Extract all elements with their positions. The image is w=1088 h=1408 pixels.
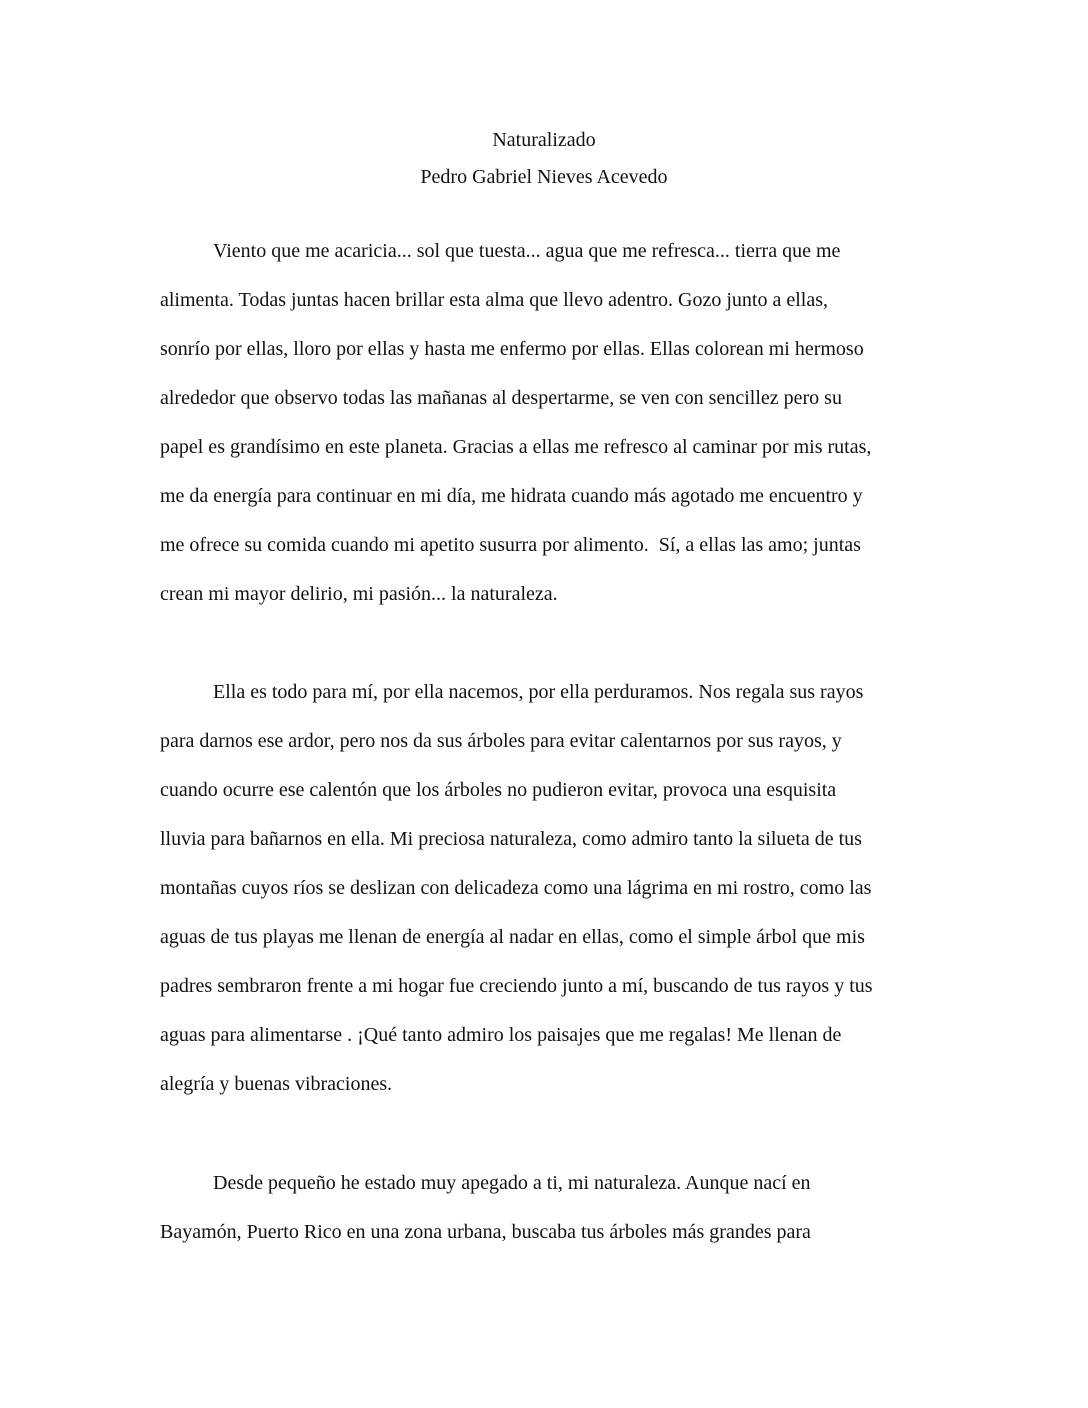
text-line: me da energía para continuar en mi día, me hidrata cuando más agotado me encuentro y	[160, 485, 863, 507]
text-line: sonrío por ellas, lloro por ellas y hasta me enfermo por ellas. Ellas colorean mi hermoso	[160, 338, 864, 360]
text-line: Desde pequeño he estado muy apegado a ti, mi naturaleza. Aunque nací en	[213, 1172, 811, 1194]
text-line: montañas cuyos ríos se deslizan con delicadeza como una lágrima en mi rostro, como las	[160, 877, 872, 899]
text-line: aguas para alimentarse . ¡Qué tanto admiro los paisajes que me regalas! Me llenan de	[160, 1024, 842, 1046]
text-line: Viento que me acaricia... sol que tuesta... agua que me refresca... tierra que me	[213, 240, 841, 262]
text-line: aguas de tus playas me llenan de energía al nadar en ellas, como el simple árbol que mis	[160, 926, 865, 948]
document-title: Naturalizado	[492, 129, 596, 151]
text-line: crean mi mayor delirio, mi pasión... la naturaleza.	[160, 583, 558, 605]
document-author: Pedro Gabriel Nieves Acevedo	[420, 166, 668, 188]
text-line: Ella es todo para mí, por ella nacemos, por ella perduramos. Nos regala sus rayos	[213, 681, 864, 703]
text-line: lluvia para bañarnos en ella. Mi preciosa naturaleza, como admiro tanto la silueta de tus	[160, 828, 862, 850]
text-line: padres sembraron frente a mi hogar fue creciendo junto a mí, buscando de tus rayos y tus	[160, 975, 873, 997]
text-line: alrededor que observo todas las mañanas al despertarme, se ven con sencillez pero su	[160, 387, 842, 409]
text-line: cuando ocurre ese calentón que los árboles no pudieron evitar, provoca una esquisita	[160, 779, 837, 801]
text-line: me ofrece su comida cuando mi apetito susurra por alimento. Sí, a ellas las amo; juntas	[160, 534, 861, 556]
text-line: papel es grandísimo en este planeta. Gracias a ellas me refresco al caminar por mis rutas,	[160, 436, 872, 458]
text-line: Bayamón, Puerto Rico en una zona urbana, buscaba tus árboles más grandes para	[160, 1221, 811, 1243]
text-line: para darnos ese ardor, pero nos da sus árboles para evitar calentarnos por sus rayos, y	[160, 730, 842, 752]
text-line: alegría y buenas vibraciones.	[160, 1073, 393, 1095]
text-line: alimenta. Todas juntas hacen brillar esta alma que llevo adentro. Gozo junto a ellas,	[160, 289, 829, 311]
